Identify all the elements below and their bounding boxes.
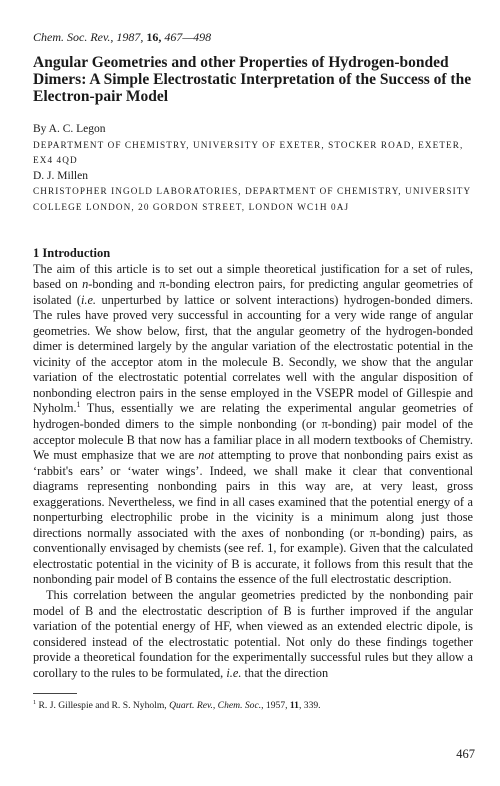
author-affiliation-2: CHRISTOPHER INGOLD LABORATORIES, DEPARTMENT OF CHEMISTRY, UNIVERSITY COLLEGE LONDON, 20 GORDON STREET, LONDON WC1H 0AJ (33, 186, 471, 212)
footnote (33, 700, 473, 712)
text-run: i.e. (80, 292, 97, 307)
article-title: Angular Geometries and other Properties of Hydrogen-bonded Dimers: A Simple Electrostatic Interpretation of the Success of the Electron-pair Model (33, 54, 472, 105)
footnote-volume: 11 (289, 700, 299, 711)
journal-volume: 16, (146, 30, 162, 44)
text-run: The aim of this article is to set out a simple theoretical justification for a set of rules, based on (33, 261, 473, 292)
footnote-authors: R. J. Gillespie and R. S. Nyholm, (36, 700, 170, 711)
introduction-section (33, 246, 473, 681)
author-block (33, 122, 473, 215)
journal-citation: Chem. Soc. Rev., 1987, 16, 467—498 (33, 30, 212, 44)
text-run: This correlation between the angular geometries predicted by the nonbonding pair model of B and the electrostatic description of B is further improved if the angular variation of the potential energy of HF, when viewed as an extended electric dipole, is considered instead of the electrostatic potential. Not only do these findings together provide a theoretical foundation for the experimentally successful rules but they allow a corollary to the rules to be formulated, (33, 587, 473, 680)
page-number: 467 (456, 747, 475, 761)
text-run: not (198, 448, 215, 463)
journal-name: Chem. Soc. Rev. (33, 30, 111, 44)
author-affiliation-1: DEPARTMENT OF CHEMISTRY, UNIVERSITY OF EXETER, STOCKER ROAD, EXETER, EX4 4QD (33, 139, 464, 165)
footnote-page: , 339. (298, 700, 321, 711)
text-run: attempting to prove that nonbonding pairs exist as ‘rabbit's ears’ or ‘water wings’. Indeed, we shall make it clear that conventional diagrams representing nonbonding pairs in this way are, at very least, gross exaggerations. Nevertheless, we find in all cases examined that the potential energy of a nonperturbing electrophilic probe in the vicinity is a minimum along just those directions normally associated with the axes of nonbonding (or π-bonding) pairs, as conventionally envisaged by chemists (see ref. 1, for example). Given that the calculated electrostatic potential in the vicinity of B is accurate, it follows from this result that the nonbonding pair model of B contains the essence of the full electrostatic description. (33, 448, 473, 587)
footnote-year: , 1957, (261, 700, 290, 711)
text-run: Thus, essentially we are relating the experimental angular geometries of hydrogen-bonded dimers to the simple nonbonding (or π-bonding) pair model of the acceptor molecule B that now has a familiar place in all modern textbooks of Chemistry. We must emphasize that we are (33, 401, 473, 463)
footnote-rule (33, 693, 77, 694)
journal-pages: 467—498 (164, 30, 212, 44)
text-run: that the direction (241, 665, 329, 680)
author-byline-2: D. J. Millen (33, 169, 88, 182)
section-heading: 1 Introduction (33, 246, 111, 260)
intro-paragraph-1 (33, 262, 473, 588)
intro-paragraph-2 (33, 588, 473, 681)
author-byline-1: By A. C. Legon (33, 123, 106, 135)
text-run: 1 (76, 400, 81, 410)
footnote-journal: Quart. Rev., Chem. Soc. (169, 700, 262, 711)
journal-year: 1987, (116, 30, 144, 44)
text-run: n (82, 277, 89, 292)
text-run: i.e. (226, 665, 242, 680)
text-run: unperturbed by lattice or solvent interactions) hydrogen-bonded dimers. The rules have proved very successful in accounting for a very wide range of angular geometries. We show below, first, that the angular geometry of the hydrogen-bonded dimer is determined largely by the angular variation of the electrostatic potential in the vicinity of the acceptor atom in the molecule B. Secondly, we show that the angular variation of the electrostatic potential correlates well with the angular disposition of nonbonding electron pairs in the sense employed in the VSEPR model of Gillespie and Nyholm. (33, 292, 473, 416)
footnote-marker: 1 (33, 698, 37, 706)
text-run: -bonding and π-bonding electron pairs, for predicting angular geometries of isolated ( (33, 277, 473, 307)
